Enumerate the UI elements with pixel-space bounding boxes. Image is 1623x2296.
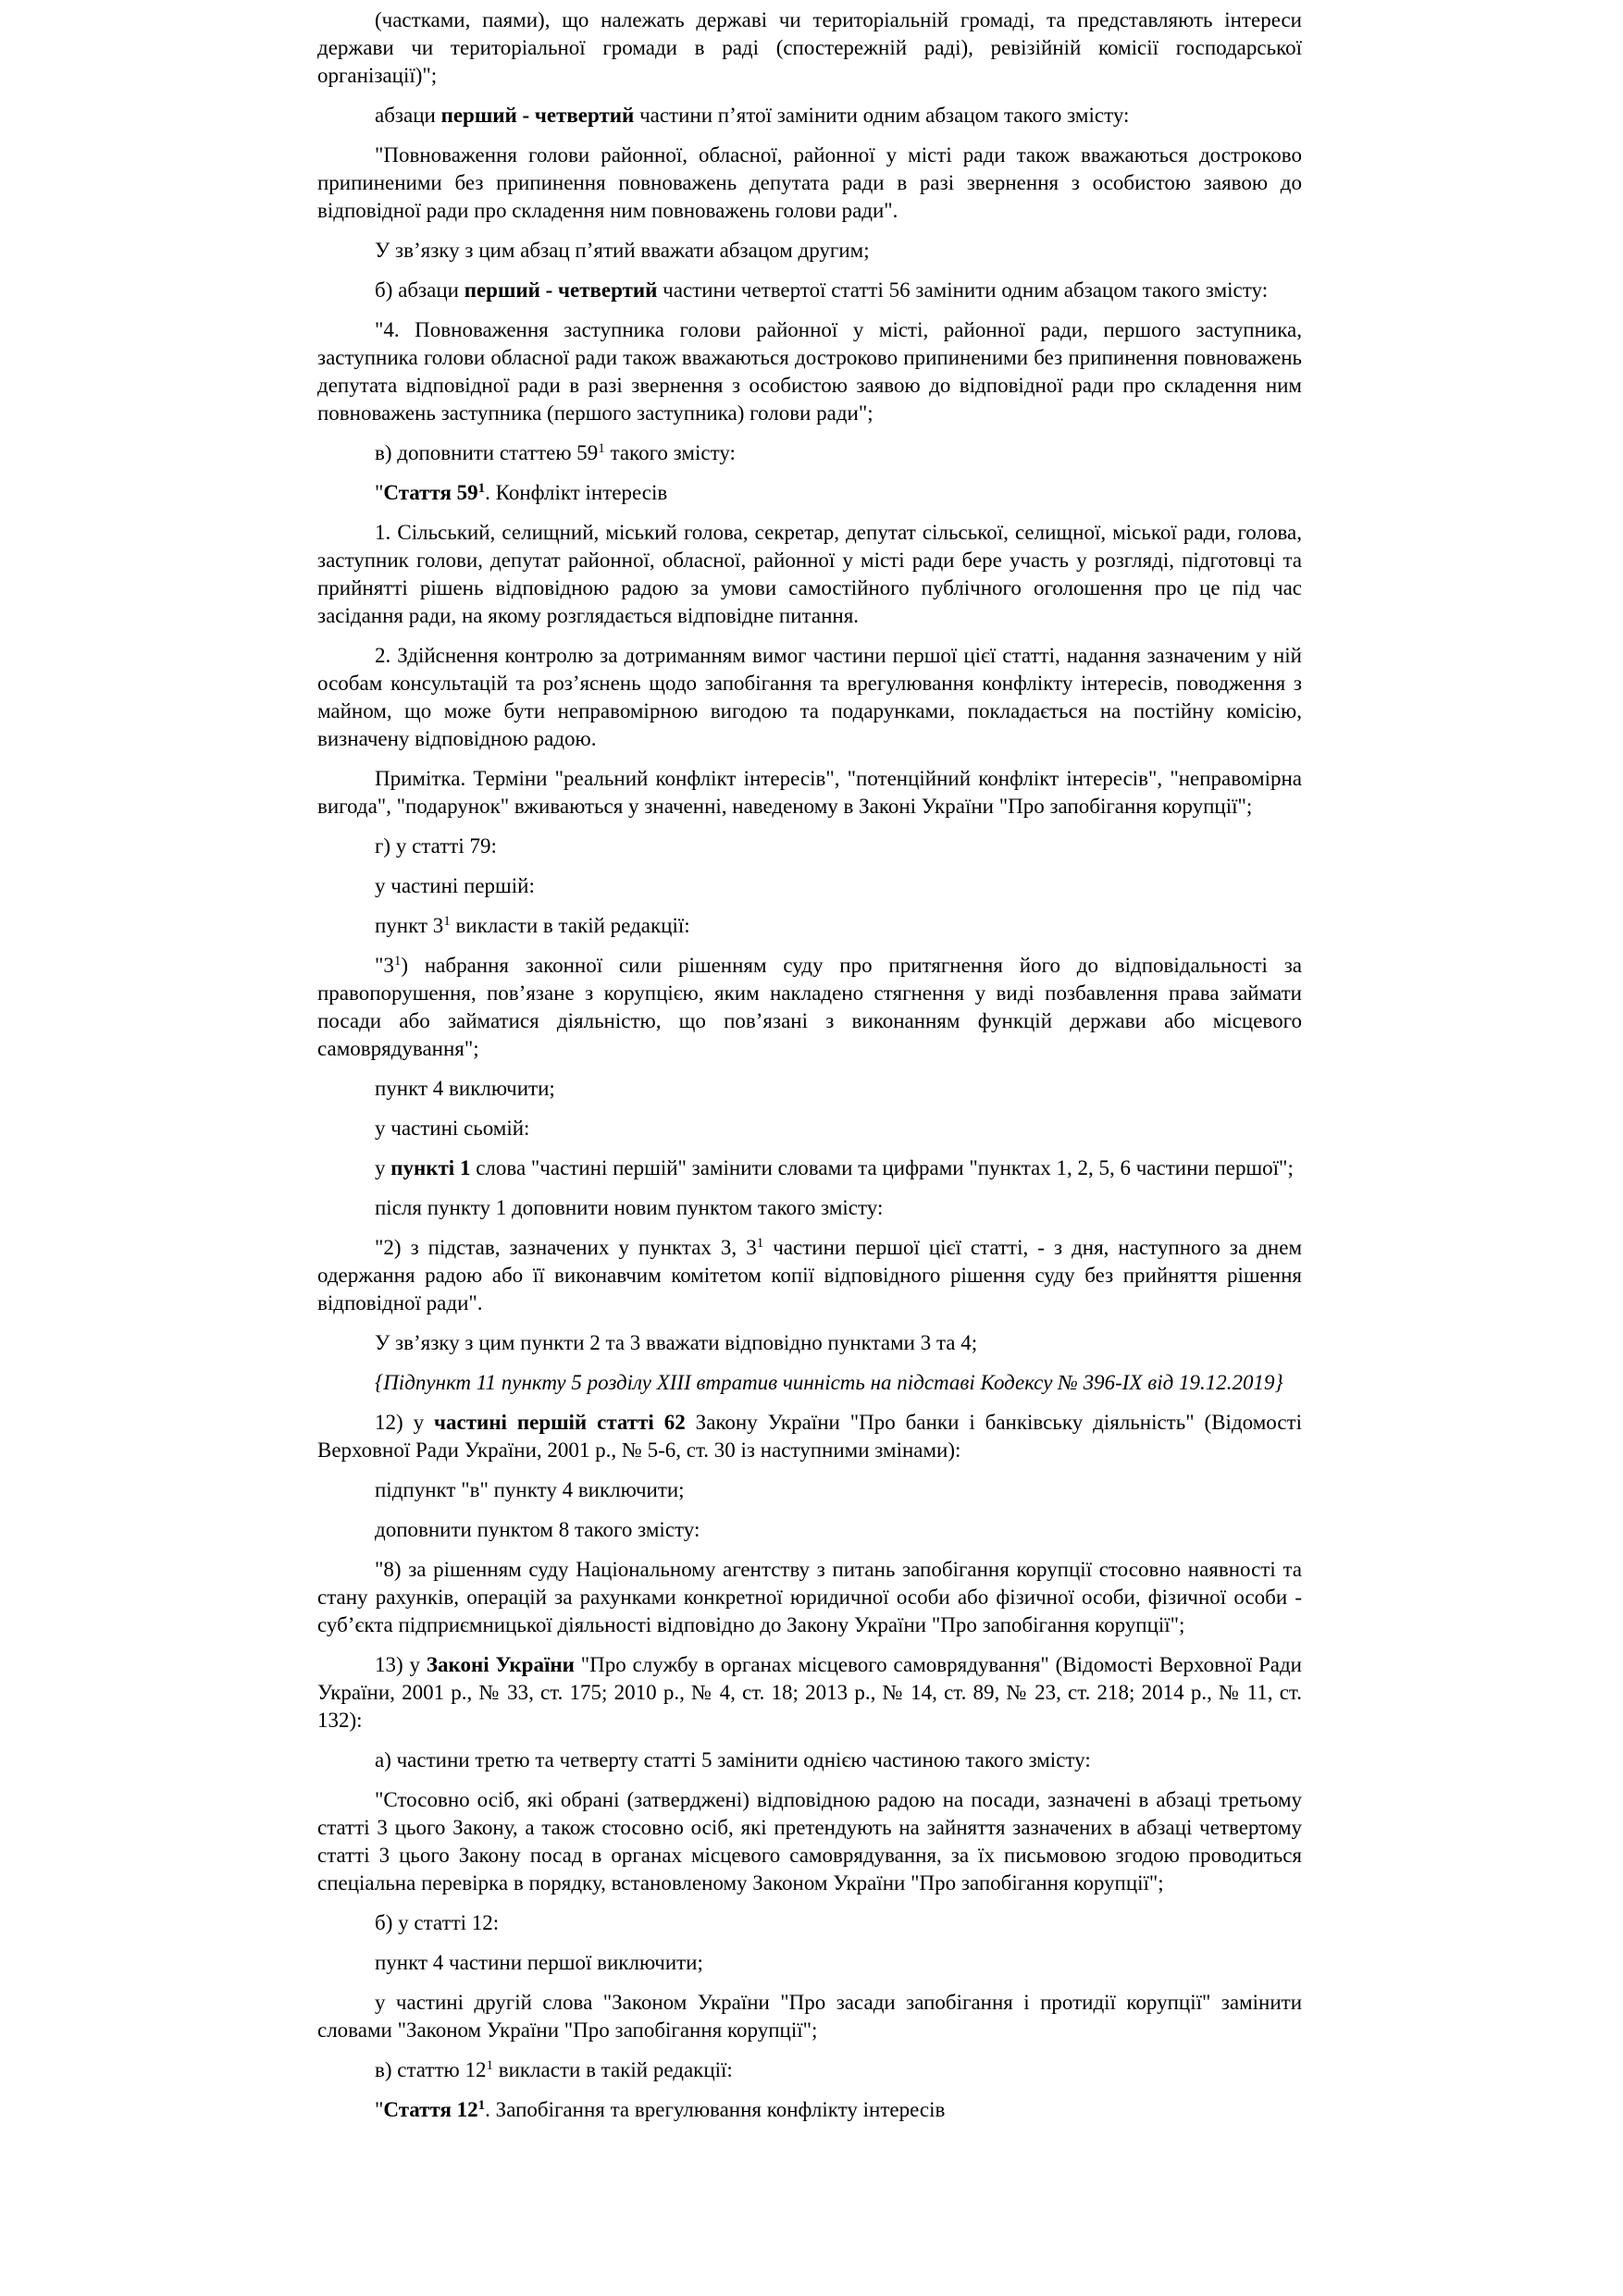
- paragraph-7: [317, 439, 1302, 467]
- paragraph-21: [317, 1329, 1302, 1357]
- text-run: пункт 4 частини першої виключити;: [375, 1951, 703, 1974]
- superscript-text-run: 1: [598, 441, 605, 456]
- text-run: викласти в такій редакції:: [450, 914, 690, 937]
- paragraph-19: [317, 1194, 1302, 1222]
- text-run: У зв’язку з цим пункти 2 та 3 вважати відповідно пунктами 3 та 4;: [375, 1331, 978, 1354]
- paragraph-12: [317, 833, 1302, 860]
- text-run: Стаття 12: [383, 2098, 478, 2121]
- text-run: у частині другій слова "Законом України "Про засади запобігання і протидії корупції" замінити словами "Законом України "Про запобігання корупції";: [317, 1991, 1302, 2042]
- text-run: "Повноваження голови районної, обласної, районної у місті ради також вважаються достроково припиненими без припинення повноважень депутата ради в разі звернення з особистою заявою до відповідної ради про складення ним повноважень голови ради".: [317, 143, 1302, 222]
- text-run: частини першої цієї статті, - з дня, наступного за днем одержання радою або її виконавчим комітетом копії відповідного рішення суду без прийняття рішення відповідної ради".: [317, 1236, 1302, 1315]
- text-run: г) у статті 79:: [375, 834, 497, 858]
- text-run: у: [375, 1156, 391, 1179]
- superscript-text-run: 1: [756, 1236, 764, 1251]
- text-run: . Запобігання та врегулювання конфлікту інтересів: [485, 2098, 946, 2121]
- text-run: Стаття 59: [383, 481, 478, 504]
- paragraph-33: [317, 2056, 1302, 2084]
- text-run: в) доповнити статтею 59: [375, 441, 599, 464]
- superscript-text-run: 1: [486, 2058, 493, 2073]
- text-run: (частками, паями), що належать державі чи територіальній громаді, та представляють інтереси держави чи територіальної громади в раді (спостережній раді), ревізійній комісії господарської організації)";: [317, 8, 1302, 87]
- text-run: 12) у: [375, 1411, 435, 1434]
- text-run: "Стосовно осіб, які обрані (затверджені) відповідною радою на посади, зазначені в абзаці третьому статті 3 цього Закону, а також стосовно осіб, які претендують на зайняття зазначених в абзаці четвертому статті 3 цього Закону посад в органах місцевого самоврядування, за їх письмовою згодою проводиться спеціальна перевірка в порядку, встановленому Законом України "Про запобігання корупції";: [317, 1788, 1302, 1895]
- paragraph-24: [317, 1476, 1302, 1504]
- paragraph-10: [317, 642, 1302, 753]
- paragraph-26: [317, 1556, 1302, 1639]
- text-run: б) абзаци: [375, 278, 465, 302]
- text-run: пункт 3: [375, 914, 444, 937]
- paragraph-5: [317, 277, 1302, 304]
- text-run: у частині першій:: [375, 874, 535, 897]
- text-run: в) статтю 12: [375, 2058, 487, 2081]
- text-run: Законі України: [426, 1653, 575, 1676]
- paragraph-32: [317, 1989, 1302, 2044]
- text-run: У зв’язку з цим абзац п’ятий вважати абзацом другим;: [375, 239, 870, 262]
- paragraph-9: [317, 519, 1302, 630]
- text-run: 13) у: [375, 1653, 427, 1676]
- paragraph-31: [317, 1949, 1302, 1977]
- paragraph-2: [317, 102, 1302, 130]
- text-run: 1. Сільський, селищний, міський голова, секретар, депутат сільської, селищної, міської ради, голова, заступник голови, депутат районної, обласної, районної у місті ради бере участь у розгляді, підготовці та прийнятті рішень відповідною радою за умови самостійного публічного оголошення про це під час засідання ради, на якому розглядається відповідне питання.: [317, 521, 1302, 627]
- paragraph-30: [317, 1909, 1302, 1937]
- paragraph-16: [317, 1075, 1302, 1103]
- paragraph-15: [317, 952, 1302, 1063]
- text-run: "2) з підстав, зазначених у пунктах 3, 3: [375, 1236, 757, 1259]
- paragraph-3: [317, 142, 1302, 225]
- text-run: частині першій статті 62: [434, 1411, 686, 1434]
- paragraph-17: [317, 1115, 1302, 1142]
- paragraph-23: [317, 1409, 1302, 1464]
- paragraph-11: [317, 765, 1302, 821]
- paragraph-14: [317, 912, 1302, 940]
- paragraph-13: [317, 872, 1302, 900]
- paragraph-25: [317, 1516, 1302, 1544]
- text-run: . Конфлікт інтересів: [485, 481, 668, 504]
- text-run: слова "частині першій" замінити словами та цифрами "пунктах 1, 2, 5, 6 частини першої";: [470, 1156, 1294, 1179]
- paragraph-28: [317, 1747, 1302, 1774]
- paragraph-20: [317, 1234, 1302, 1317]
- paragraph-27: [317, 1651, 1302, 1734]
- paragraph-1: [317, 6, 1302, 90]
- text-run: перший - четвертий: [440, 104, 635, 127]
- paragraph-18: [317, 1154, 1302, 1182]
- text-run: підпункт "в" пункту 4 виключити;: [375, 1478, 685, 1501]
- text-run: перший - четвертий: [464, 278, 658, 302]
- text-run: частини п’ятої замінити одним абзацом такого змісту:: [634, 104, 1130, 127]
- text-run: ": [375, 2098, 384, 2121]
- text-run: {Підпункт 11 пункту 5 розділу XIII втратив чинність на підставі Кодексу № 396-IX від 19.12.2019}: [375, 1371, 1283, 1394]
- superscript-text-run: 1: [477, 481, 486, 496]
- text-run: ": [375, 481, 384, 504]
- text-run: ) набрання законної сили рішенням суду про притягнення його до відповідальності за правопорушення, пов’язане з корупцією, яким накладено стягнення у виді позбавлення права займати посади або займатися діяльністю, що пов’язані з виконанням функцій держави або місцевого самоврядування";: [317, 954, 1302, 1060]
- text-run: а) частини третю та четверту статті 5 замінити однією частиною такого змісту:: [375, 1748, 1091, 1771]
- text-run: пункті 1: [390, 1156, 471, 1179]
- text-run: Примітка. Терміни "реальний конфлікт інтересів", "потенційний конфлікт інтересів", "неправомірна вигода", "подарунок" вживаються у значенні, наведеному в Законі України "Про запобігання корупції";: [317, 767, 1302, 818]
- document-body: [317, 6, 1302, 2124]
- superscript-text-run: 1: [393, 954, 402, 969]
- paragraph-29: [317, 1786, 1302, 1897]
- text-run: доповнити пунктом 8 такого змісту:: [375, 1518, 700, 1541]
- paragraph-8: [317, 479, 1302, 507]
- text-run: викласти в такій редакції:: [492, 2058, 733, 2081]
- paragraph-22: [317, 1369, 1302, 1397]
- text-run: після пункту 1 доповнити новим пунктом такого змісту:: [375, 1196, 884, 1219]
- text-run: абзаци: [375, 104, 441, 127]
- text-run: такого змісту:: [604, 441, 736, 464]
- text-run: "8) за рішенням суду Національному агентству з питань запобігання корупції стосовно наявності та стану рахунків, операцій за рахунками конкретної юридичної особи або фізичної особи, фізичної особи - суб’єкта підприємницької діяльності відповідно до Закону України "Про запобігання корупції";: [317, 1558, 1302, 1636]
- superscript-text-run: 1: [477, 2098, 486, 2113]
- text-run: частини четвертої статті 56 замінити одним абзацом такого змісту:: [657, 278, 1269, 302]
- text-run: у частині сьомій:: [375, 1117, 530, 1140]
- text-run: 2. Здійснення контролю за дотриманням вимог частини першої цієї статті, надання зазначеним у ній особам консультацій та роз’яснень щодо запобігання та врегулювання конфлікту інтересів, поводження з майном, що може бути неправомірною вигодою та подарунками, покладається на постійну комісію, визначену відповідною радою.: [317, 644, 1302, 750]
- text-run: "Про службу в органах місцевого самоврядування" (Відомості Верховної Ради України, 2001 р., № 33, ст. 175; 2010 р., № 4, ст. 18; 2013 р., № 14, ст. 89, № 23, ст. 218; 2014 р., № 11, ст. 132):: [317, 1653, 1302, 1732]
- superscript-text-run: 1: [443, 914, 451, 929]
- paragraph-6: [317, 316, 1302, 427]
- paragraph-34: [317, 2096, 1302, 2124]
- text-run: Закону України "Про банки і банківську діяльність" (Відомості Верховної Ради України, 2001 р., № 5-6, ст. 30 із наступними змінами):: [317, 1411, 1302, 1462]
- paragraph-4: [317, 237, 1302, 265]
- text-run: пункт 4 виключити;: [375, 1077, 555, 1100]
- text-run: "3: [375, 954, 394, 977]
- text-run: б) у статті 12:: [375, 1911, 500, 1934]
- text-run: "4. Повноваження заступника голови районної у місті, районної ради, першого заступника, заступника голови обласної ради також вважаються достроково припиненими без припинення повноважень депутата відповідної ради в разі звернення з особистою заявою до відповідної ради про складення ним повноважень заступника (першого заступника) голови ради";: [317, 318, 1302, 425]
